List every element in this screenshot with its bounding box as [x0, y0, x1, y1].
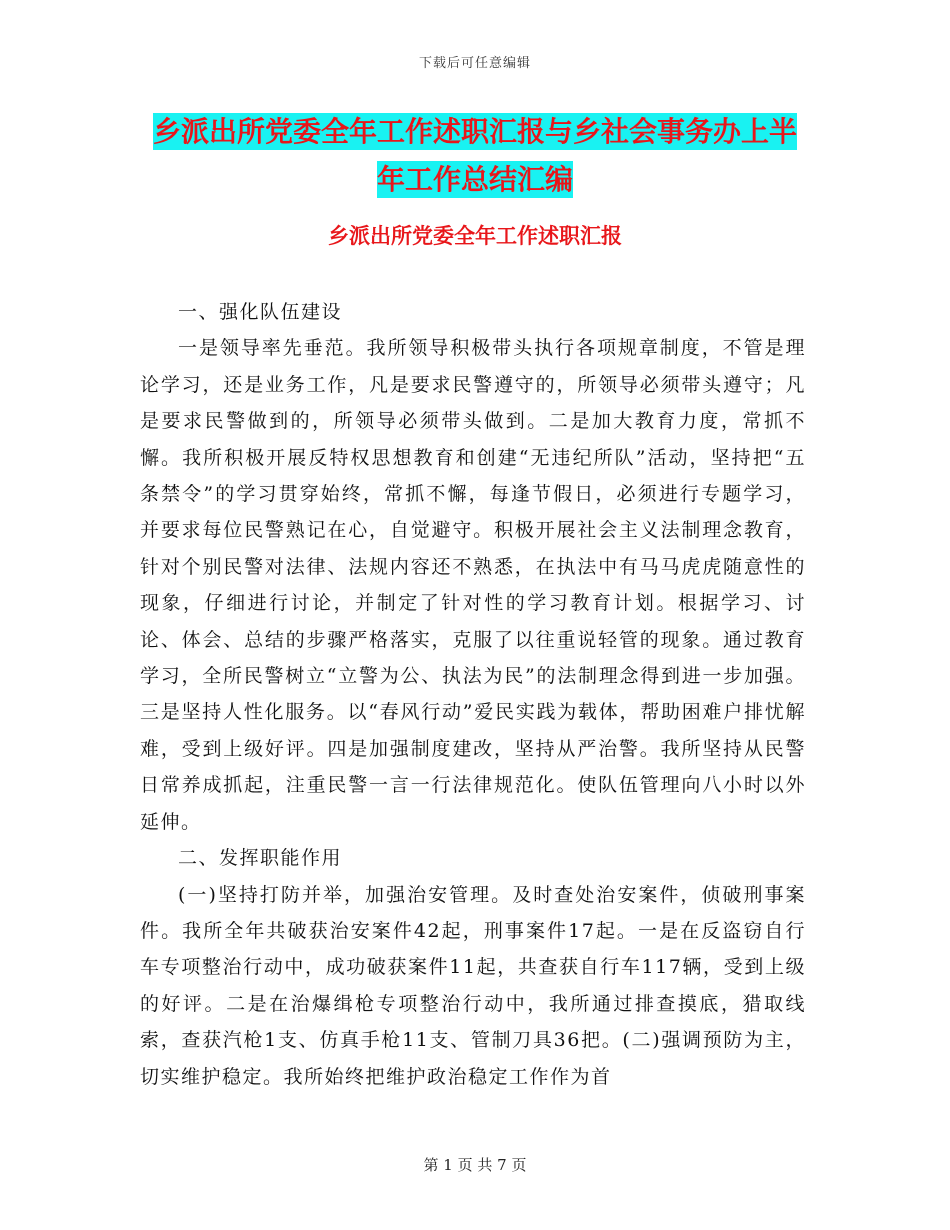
document-title-line-2: 年工作总结汇编	[376, 163, 573, 196]
heading-team-building: 一、强化队伍建设	[178, 301, 343, 323]
section-title: 乡派出所党委全年工作述职汇报	[328, 224, 622, 248]
document-title	[0, 108, 950, 204]
page-header-note: 下载后可任意编辑	[418, 56, 531, 71]
paragraph-team-building: 一是领导率先垂范。我所领导积极带头执行各项规章制度，不管是理论学习，还是业务工作，凡是要求民警遵守的，所领导必须带头遵守；凡是要求民警做到的，所领导必须带头做到。二是加大教育力度，常抓不懈。我所积极开展反特权思想教育和创建“无违纪所队”活动，坚持把“五条禁令”的学习贯穿始终，常抓不懈，每逢节假日，必须进行专题学习，并要求每位民警熟记在心，自觉避守。积极开展社会主义法制理念教育，针对个别民警对法律、法规内容还不熟悉，在执法中有马马虎虎随意性的现象，仔细进行讨论，并制定了针对性的学习教育计划。根据学习、讨论、体会、总结的步骤严格落实，克服了以往重说轻管的现象。通过教育学习，全所民警树立“立警为公、执法为民”的法制理念得到进一步加强。三是坚持人性化服务。以“春风行动”爱民实践为载体，帮助困难户排忧解难，受到上级好评。四是加强制度建改，坚持从严治警。我所坚持从民警日常养成抓起，注重民警一言一行法律规范化。使队伍管理向八小时以外延伸。	[140, 337, 806, 833]
document-body	[140, 294, 806, 1095]
heading-functions: 二、发挥职能作用	[178, 847, 343, 870]
document-title-line-1: 乡派出所党委全年工作述职汇报与乡社会事务办上半	[152, 115, 797, 148]
page-number-footer: 第 1 页 共 7 页	[423, 1156, 527, 1174]
paragraph-functions: (一)坚持打防并举，加强治安管理。及时查处治安案件，侦破刑事案件。我所全年共破获治安案件42起，刑事案件17起。一是在反盗窃自行车专项整治行动中，成功破获案件11起，共查获自行车117辆，受到上级的好评。二是在治爆缉枪专项整治行动中，我所通过排查摸底，猎取线索，查获汽枪1支、仿真手枪11支、管制刀具36把。(二)强调预防为主，切实维护稳定。我所始终把维护政治稳定工作作为首	[140, 883, 806, 1088]
